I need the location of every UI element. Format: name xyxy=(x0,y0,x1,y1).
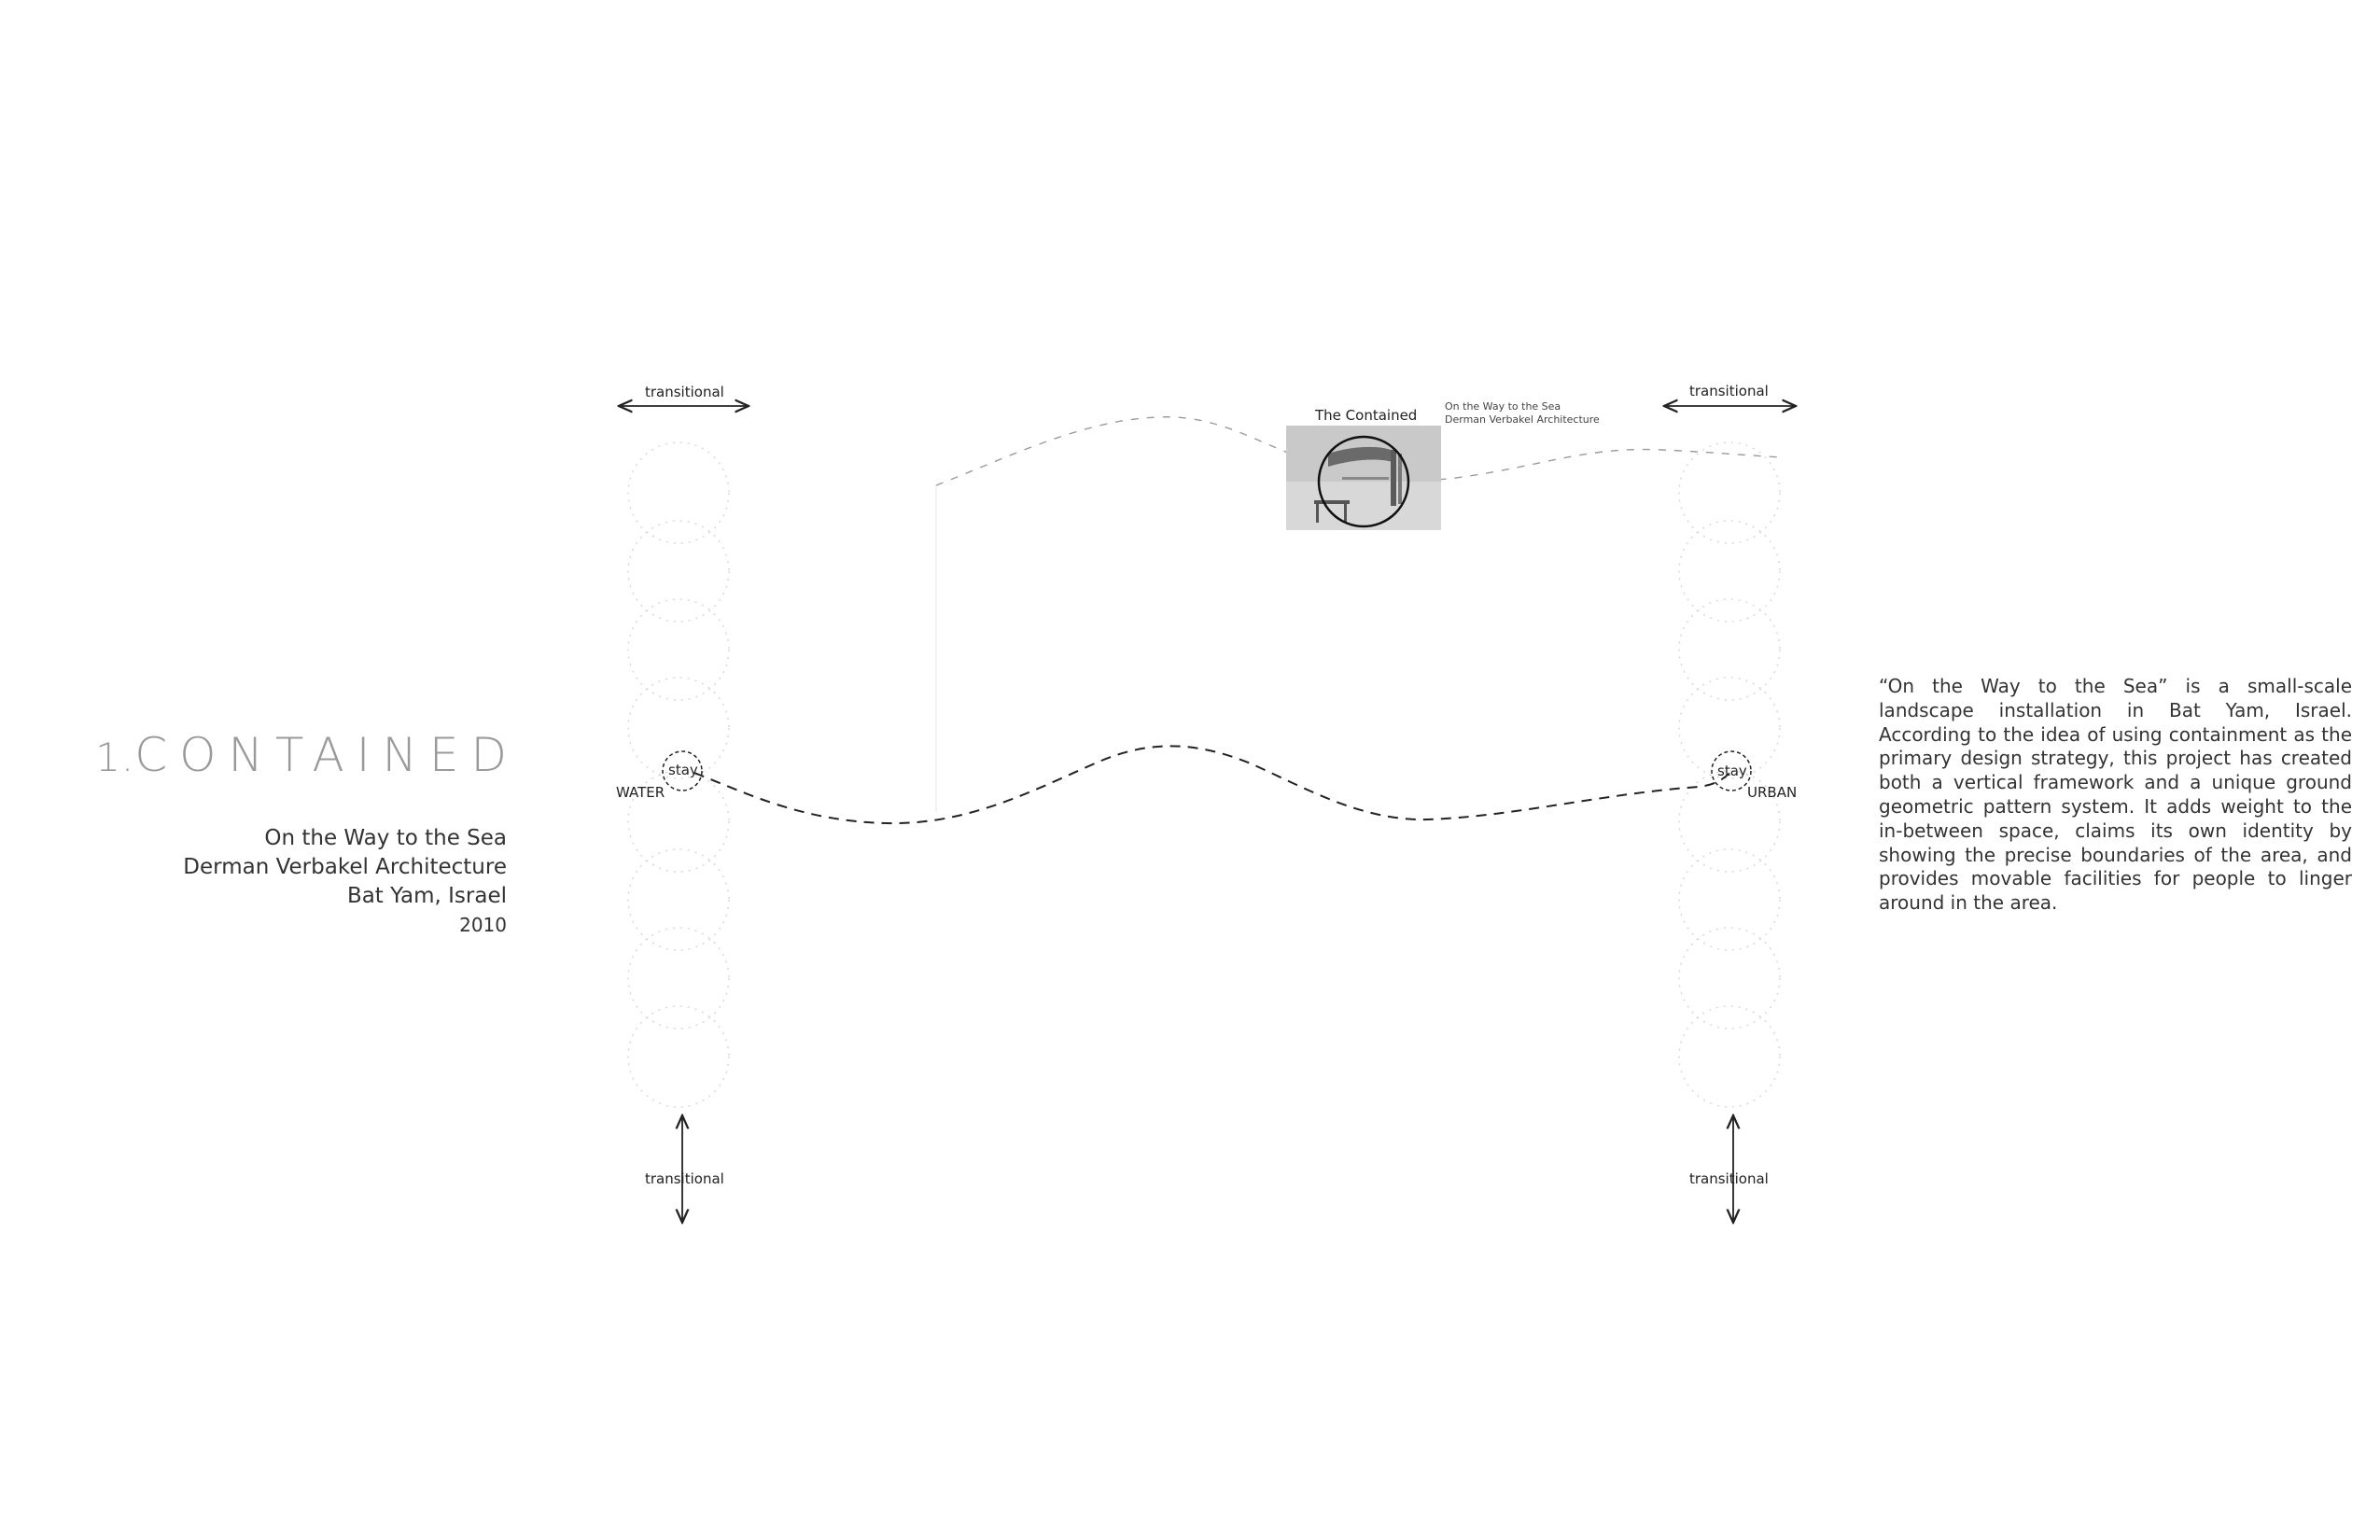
main-path xyxy=(694,746,1731,823)
ghost-circle xyxy=(1679,599,1780,700)
photo-credit-line2: Derman Verbakel Architecture xyxy=(1445,413,1600,426)
label-stay-right: stay xyxy=(1717,763,1747,779)
project-year: 2010 xyxy=(459,914,507,936)
label-water: WATER xyxy=(616,784,665,801)
project-description: “On the Way to the Sea” is a small-scale landscape installation in Bat Yam, Israel. According to the idea of using containment as the primary design strategy, this project has created both a vertical framework and a unique ground geometric pattern system. It adds weight to the in-between space, claims its own identity by showing the precise boundaries of the area, and provides movable facilities for people to linger around in the area. xyxy=(1879,675,2352,915)
ghost-circle xyxy=(1679,849,1780,950)
photo-caption: The Contained xyxy=(1315,407,1418,424)
ghost-circle xyxy=(628,849,729,950)
project-photo xyxy=(1286,426,1441,530)
label-urban: URBAN xyxy=(1747,784,1798,801)
ghost-circle xyxy=(1679,521,1780,622)
ghost-circle xyxy=(1679,442,1780,543)
project-location: Bat Yam, Israel xyxy=(346,884,507,908)
ghost-circle xyxy=(1679,928,1780,1029)
label-transitional-bottom-left: transitional xyxy=(645,1170,724,1187)
ghost-circle xyxy=(628,928,729,1029)
section-number: 1. xyxy=(95,735,135,780)
label-transitional-top-right: transitional xyxy=(1689,383,1769,399)
label-stay-left: stay xyxy=(668,762,698,778)
architect-name: Derman Verbakel Architecture xyxy=(183,855,507,879)
ghost-circle xyxy=(628,442,729,543)
label-transitional-bottom-right: transitional xyxy=(1689,1170,1769,1187)
project-credits xyxy=(56,824,507,940)
section-title: CONTAINED xyxy=(134,728,519,782)
project-name: On the Way to the Sea xyxy=(264,826,507,850)
photo-credit-line1: On the Way to the Sea xyxy=(1445,400,1561,413)
section-heading xyxy=(56,728,519,782)
ghost-circle xyxy=(1679,1006,1780,1107)
ghost-circle xyxy=(628,1006,729,1107)
label-transitional-top-left: transitional xyxy=(645,384,724,400)
ghost-circle xyxy=(628,521,729,622)
photo-drawing xyxy=(1286,426,1441,530)
ghost-circle xyxy=(628,599,729,700)
